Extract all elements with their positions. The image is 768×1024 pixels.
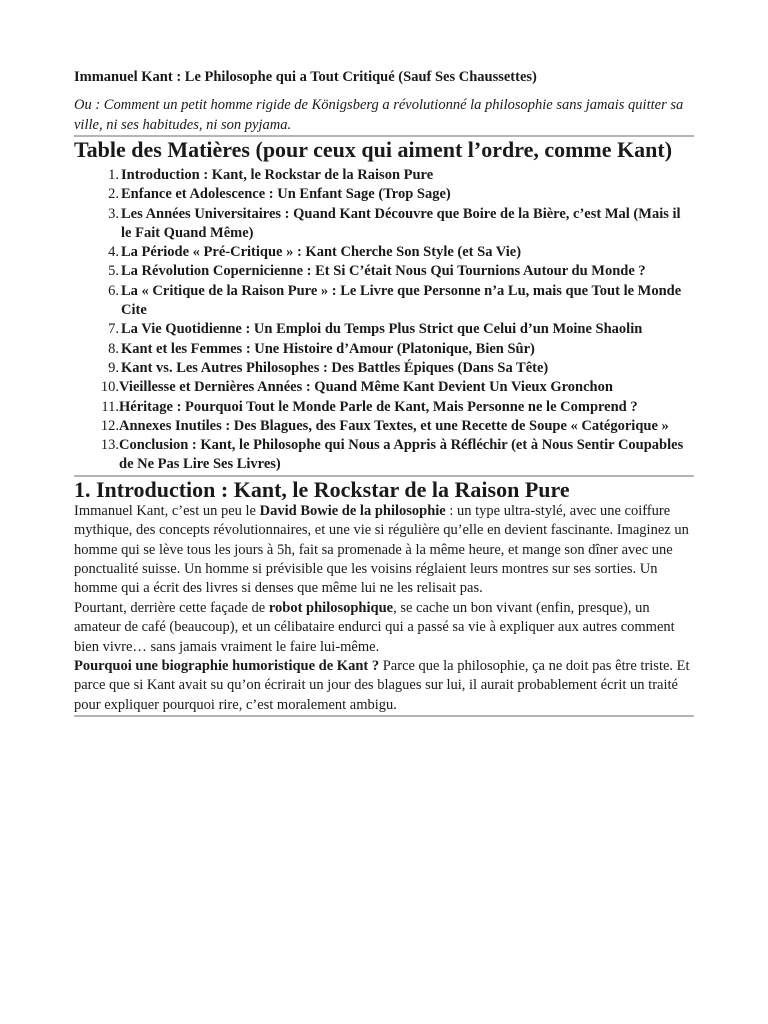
toc-item[interactable] bbox=[74, 398, 694, 417]
intro-paragraph-1 bbox=[74, 502, 694, 599]
divider bbox=[74, 715, 694, 717]
toc-item-number: 8. bbox=[108, 340, 119, 357]
text-run: Immanuel Kant, c’est un peu le bbox=[74, 502, 260, 519]
toc-item-number: 5. bbox=[108, 263, 119, 280]
toc-item-label: La Vie Quotidienne : Un Emploi du Temps Plus Strict que Celui d’un Moine Shaolin bbox=[121, 321, 643, 338]
toc-item-number: 13. bbox=[100, 437, 119, 454]
document-title: Immanuel Kant : Le Philosophe qui a Tout Critiqué (Sauf Ses Chaussettes) bbox=[74, 69, 537, 85]
toc-item-label: Introduction : Kant, le Rockstar de la Raison Pure bbox=[121, 167, 434, 183]
toc-item[interactable] bbox=[74, 320, 694, 339]
toc-item[interactable] bbox=[74, 185, 694, 204]
toc-item-number: 4. bbox=[108, 244, 119, 261]
toc-item-number: 11. bbox=[101, 398, 119, 415]
toc-item[interactable] bbox=[74, 417, 694, 436]
toc-item-label: Kant et les Femmes : Une Histoire d’Amour (Platonique, Bien Sûr) bbox=[121, 340, 535, 357]
intro-paragraph-2 bbox=[74, 599, 694, 657]
toc-item-number: 10. bbox=[100, 379, 119, 396]
text-run: , se cache un bon vivant (enfin, presque), un amateur de café (beaucoup), et un célibataire endurci qui a passé sa vie à expliquer aux autres comment bien vivre… sans jamais vraiment le faire lui-même. bbox=[74, 599, 675, 655]
toc-item[interactable] bbox=[74, 262, 694, 281]
toc-item-number: 9. bbox=[108, 359, 119, 376]
bold-text: David Bowie de la philosophie bbox=[259, 502, 446, 519]
toc-item[interactable] bbox=[74, 282, 694, 321]
toc-item-number: 12. bbox=[100, 417, 119, 434]
toc-item-number: 7. bbox=[108, 321, 119, 338]
toc-item-label: Annexes Inutiles : Des Blagues, des Faux Textes, et une Recette de Soupe « Catégorique » bbox=[119, 417, 669, 434]
text-run: Pourtant, derrière cette façade de bbox=[74, 599, 269, 616]
toc-item-label: Héritage : Pourquoi Tout le Monde Parle de Kant, Mais Personne ne le Comprend ? bbox=[119, 398, 638, 415]
toc-item-label: Les Années Universitaires : Quand Kant Découvre que Boire de la Bière, c’est Mal (Mais il le Fait Quand Même) bbox=[121, 205, 681, 241]
toc-item-number: 3. bbox=[108, 205, 119, 222]
document-subtitle: Ou : Comment un petit homme rigide de Königsberg a révolutionné la philosophie sans jamais quitter sa ville, ni ses habitudes, ni son pyjama. bbox=[74, 97, 684, 133]
toc-item[interactable] bbox=[74, 166, 694, 185]
toc-item-label: Vieillesse et Dernières Années : Quand Même Kant Devient Un Vieux Gronchon bbox=[119, 379, 613, 396]
toc-heading: Table des Matières (pour ceux qui aiment l’ordre, comme Kant) bbox=[74, 137, 673, 162]
intro-heading: 1. Introduction : Kant, le Rockstar de la Raison Pure bbox=[74, 476, 570, 502]
toc-item[interactable] bbox=[74, 378, 694, 397]
toc-item-label: Kant vs. Les Autres Philosophes : Des Battles Épiques (Dans Sa Tête) bbox=[121, 359, 549, 376]
bold-text: robot philosophique bbox=[268, 599, 394, 616]
toc-item-label: Enfance et Adolescence : Un Enfant Sage (Trop Sage) bbox=[121, 186, 451, 203]
toc-item-number: 1. bbox=[108, 167, 119, 183]
text-run: Parce que la philosophie, ça ne doit pas être triste. Et parce que si Kant avait su qu’on écrirait un jour des blagues sur lui, il aurait probablement écrit un traité pour expliquer pourquoi rire, c’est moralement ambigu. bbox=[74, 658, 690, 713]
toc-item-label: La Période « Pré-Critique » : Kant Cherche Son Style (et Sa Vie) bbox=[121, 244, 522, 261]
table-of-contents bbox=[74, 166, 694, 475]
toc-item[interactable] bbox=[74, 340, 694, 359]
toc-item[interactable] bbox=[74, 243, 694, 262]
intro-paragraph-3 bbox=[74, 657, 694, 715]
toc-item[interactable] bbox=[74, 359, 694, 378]
toc-item-number: 6. bbox=[108, 282, 119, 299]
bold-text: Pourquoi une biographie humoristique de Kant ? bbox=[74, 658, 380, 674]
toc-item[interactable] bbox=[74, 436, 694, 475]
toc-item-label: La Révolution Copernicienne : Et Si C’était Nous Qui Tournions Autour du Monde ? bbox=[121, 263, 646, 280]
toc-item-label: La « Critique de la Raison Pure » : Le Livre que Personne n’a Lu, mais que Tout le Monde Cite bbox=[121, 282, 682, 319]
text-run: : un type ultra-stylé, avec une coiffure mythique, des concepts révolutionnaires, et une vie si régulière qu’elle en devient fascinante. Imaginez un homme qui se lève tous les jours à 5h, fait sa promenade à la même heure, et mange son dîner avec une ponctualité suisse. Un homme si prévisible que les voisins réglaient leurs montres sur ses sorties. Un homme qui a écrit des livres si denses que même lui ne les relisait pas. bbox=[74, 502, 689, 597]
toc-item-label: Conclusion : Kant, le Philosophe qui Nous a Appris à Réfléchir (et à Nous Sentir Coupables de Ne Pas Lire Ses Livres) bbox=[119, 437, 684, 473]
toc-item-number: 2. bbox=[108, 186, 119, 203]
toc-item[interactable] bbox=[74, 205, 694, 244]
